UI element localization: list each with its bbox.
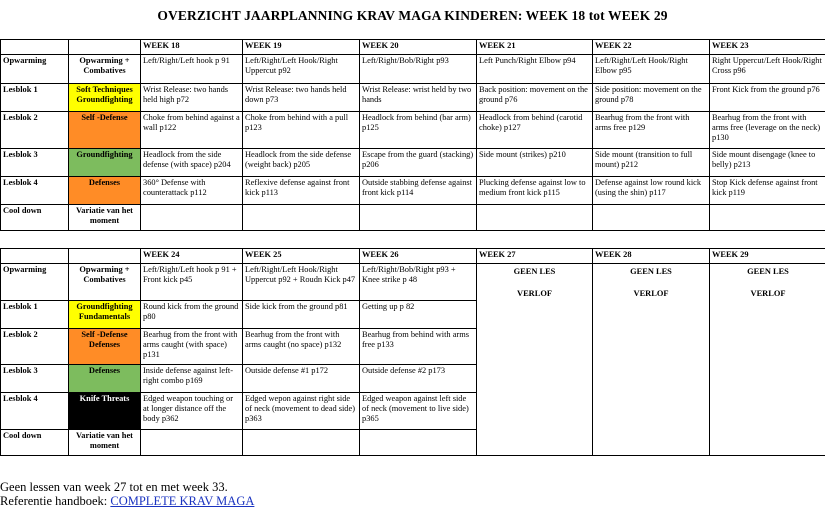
week-header: WEEK 24 bbox=[141, 249, 243, 264]
lesson-cell: Side mount (strikes) p210 bbox=[477, 149, 593, 177]
lesson-cell: Left/Right/Left Hook/Right Uppercut p92 + Roudn Kick p47 bbox=[243, 264, 360, 301]
category-cell: Variatie van het moment bbox=[69, 430, 141, 456]
lesson-cell: Bearhug from behind with arms free p133 bbox=[360, 329, 477, 365]
table-row bbox=[1, 84, 825, 112]
category-cell: Defenses bbox=[69, 177, 141, 205]
lesson-cell: Outside stabbing defense against front kick p114 bbox=[360, 177, 477, 205]
lesson-cell: Left/Right/Left Hook/Right Uppercut p92 bbox=[243, 55, 360, 84]
table-row bbox=[1, 177, 825, 205]
week-header: WEEK 26 bbox=[360, 249, 477, 264]
week-header: WEEK 27 bbox=[477, 249, 593, 264]
row-label: Opwarming bbox=[1, 264, 69, 301]
lesson-cell: Getting up p 82 bbox=[360, 301, 477, 329]
lesson-cell: Headlock from the side defense (with space) p204 bbox=[141, 149, 243, 177]
header-empty-cell bbox=[1, 249, 69, 264]
category-cell: Opwarming + Combatives bbox=[69, 55, 141, 84]
row-label: Lesblok 2 bbox=[1, 329, 69, 365]
lesson-cell: Headlock from behind (carotid choke) p127 bbox=[477, 112, 593, 149]
row-label: Opwarming bbox=[1, 55, 69, 84]
lesson-cell: Side mount disengage (knee to belly) p213 bbox=[710, 149, 825, 177]
reference-link[interactable]: COMPLETE KRAV MAGA bbox=[110, 494, 255, 508]
table-row bbox=[1, 112, 825, 149]
row-label: Lesblok 1 bbox=[1, 84, 69, 112]
week-header: WEEK 28 bbox=[593, 249, 710, 264]
lesson-cell: Wrist Release: two hands held down p73 bbox=[243, 84, 360, 112]
lesson-cell: Outside defense #2 p173 bbox=[360, 365, 477, 393]
lesson-cell: Wrist Release: two hands held high p72 bbox=[141, 84, 243, 112]
lesson-cell bbox=[360, 205, 477, 231]
header-empty-cell bbox=[69, 249, 141, 264]
lesson-cell: Left/Right/Left hook p 91 + Front kick p45 bbox=[141, 264, 243, 301]
lesson-cell: Bearhug from the front with arms free p129 bbox=[593, 112, 710, 149]
lesson-cell: Right Uppercut/Left Hook/Right Cross p96 bbox=[710, 55, 825, 84]
lesson-cell: Bearhug from the front with arms free (leverage on the neck) p130 bbox=[710, 112, 825, 149]
category-cell: Self -Defense bbox=[69, 112, 141, 149]
category-cell: Soft Techniques Groundfighting bbox=[69, 84, 141, 112]
lesson-cell: Left/Right/Left Hook/Right Elbow p95 bbox=[593, 55, 710, 84]
row-label: Cool down bbox=[1, 205, 69, 231]
week-header: WEEK 23 bbox=[710, 40, 825, 55]
lesson-cell: Left/Right/Bob/Right p93 bbox=[360, 55, 477, 84]
lesson-cell: Side position: movement on the ground p78 bbox=[593, 84, 710, 112]
row-label: Lesblok 2 bbox=[1, 112, 69, 149]
lesson-cell bbox=[477, 205, 593, 231]
category-cell: Groundfighting Fundamentals bbox=[69, 301, 141, 329]
lesson-cell: Edged weapon against left side of neck (movement to live side) p365 bbox=[360, 393, 477, 430]
row-label: Cool down bbox=[1, 430, 69, 456]
lesson-cell: Front Kick from the ground p76 bbox=[710, 84, 825, 112]
lesson-cell: Wrist Release: wrist held by two hands bbox=[360, 84, 477, 112]
category-cell: Groundfighting bbox=[69, 149, 141, 177]
lesson-cell: Bearhug from the front with arms caught (no space) p132 bbox=[243, 329, 360, 365]
row-label: Lesblok 1 bbox=[1, 301, 69, 329]
no-lesson-label: GEEN LES bbox=[630, 267, 672, 276]
table-header-row bbox=[1, 249, 825, 264]
no-lesson-label: GEEN LES bbox=[513, 267, 556, 276]
table-row bbox=[1, 205, 825, 231]
schedule-table-week-24-29 bbox=[0, 248, 825, 456]
lesson-cell bbox=[360, 430, 477, 456]
lesson-cell bbox=[141, 205, 243, 231]
row-label: Lesblok 4 bbox=[1, 393, 69, 430]
week-header: WEEK 22 bbox=[593, 40, 710, 55]
lesson-cell: Outside defense #1 p172 bbox=[243, 365, 360, 393]
vacation-label: VERLOF bbox=[750, 289, 786, 298]
category-cell: Defenses bbox=[69, 365, 141, 393]
no-lesson-week-28 bbox=[593, 264, 710, 456]
lesson-cell: Stop Kick defense against front kick p119 bbox=[710, 177, 825, 205]
lesson-cell: Round kick from the ground p80 bbox=[141, 301, 243, 329]
vacation-label: VERLOF bbox=[633, 289, 669, 298]
week-header: WEEK 20 bbox=[360, 40, 477, 55]
week-header: WEEK 25 bbox=[243, 249, 360, 264]
lesson-cell bbox=[243, 205, 360, 231]
lesson-cell: Bearhug from the front with arms caught (with space) p131 bbox=[141, 329, 243, 365]
lesson-cell: Reflexive defense against front kick p113 bbox=[243, 177, 360, 205]
category-cell: Variatie van het moment bbox=[69, 205, 141, 231]
lesson-cell: Side kick from the ground p81 bbox=[243, 301, 360, 329]
table-row bbox=[1, 149, 825, 177]
lesson-cell: Defense against low round kick (using the shin) p117 bbox=[593, 177, 710, 205]
lesson-cell bbox=[243, 430, 360, 456]
lesson-cell: Left/Right/Bob/Right p93 + Knee strike p 48 bbox=[360, 264, 477, 301]
lesson-cell: Headlock from the side defense (weight back) p205 bbox=[243, 149, 360, 177]
reference-label: Referentie handboek: bbox=[0, 494, 111, 508]
lesson-cell: Escape from the guard (stacking) p206 bbox=[360, 149, 477, 177]
lesson-cell: Back position: movement on the ground p76 bbox=[477, 84, 593, 112]
row-label: Lesblok 4 bbox=[1, 177, 69, 205]
no-lesson-week-29 bbox=[710, 264, 825, 456]
row-label: Lesblok 3 bbox=[1, 365, 69, 393]
table-row bbox=[1, 55, 825, 84]
row-label: Lesblok 3 bbox=[1, 149, 69, 177]
lesson-cell: Side mount (transition to full mount) p212 bbox=[593, 149, 710, 177]
lesson-cell: Edged weapon touching or at longer distance off the body p362 bbox=[141, 393, 243, 430]
lesson-cell: 360° Defense with counterattack p112 bbox=[141, 177, 243, 205]
lesson-cell: Choke from behind with a pull p123 bbox=[243, 112, 360, 149]
category-cell: Opwarming + Combatives bbox=[69, 264, 141, 301]
lesson-cell: Plucking defense against low to medium front kick p115 bbox=[477, 177, 593, 205]
week-header: WEEK 19 bbox=[243, 40, 360, 55]
footer-reference bbox=[0, 494, 254, 508]
week-header: WEEK 29 bbox=[710, 249, 825, 264]
page-title: OVERZICHT JAARPLANNING KRAV MAGA KINDEREN: WEEK 18 tot WEEK 29 bbox=[157, 8, 668, 23]
lesson-cell bbox=[593, 205, 710, 231]
lesson-cell: Headlock from behind (bar arm) p125 bbox=[360, 112, 477, 149]
week-header: WEEK 18 bbox=[141, 40, 243, 55]
lesson-cell: Choke from behind against a wall p122 bbox=[141, 112, 243, 149]
lesson-cell bbox=[141, 430, 243, 456]
vacation-label: VERLOF bbox=[517, 289, 552, 298]
no-lesson-label: GEEN LES bbox=[747, 267, 789, 276]
table-row bbox=[1, 264, 825, 301]
lesson-cell bbox=[710, 205, 825, 231]
footer-note: Geen lessen van week 27 tot en met week 33. bbox=[0, 480, 228, 494]
week-header: WEEK 21 bbox=[477, 40, 593, 55]
no-lesson-week-27 bbox=[477, 264, 593, 456]
lesson-cell: Inside defense against left-right combo p169 bbox=[141, 365, 243, 393]
lesson-cell: Left/Right/Left hook p 91 bbox=[141, 55, 243, 84]
header-empty-cell bbox=[1, 40, 69, 55]
header-empty-cell bbox=[69, 40, 141, 55]
table-header-row bbox=[1, 40, 825, 55]
category-cell: Knife Threats bbox=[69, 393, 141, 430]
category-cell: Self -Defense Defenses bbox=[69, 329, 141, 365]
lesson-cell: Left Punch/Right Elbow p94 bbox=[477, 55, 593, 84]
lesson-cell: Edged wepon against right side of neck (movement to dead side) p363 bbox=[243, 393, 360, 430]
schedule-table-week-18-23 bbox=[0, 39, 825, 231]
